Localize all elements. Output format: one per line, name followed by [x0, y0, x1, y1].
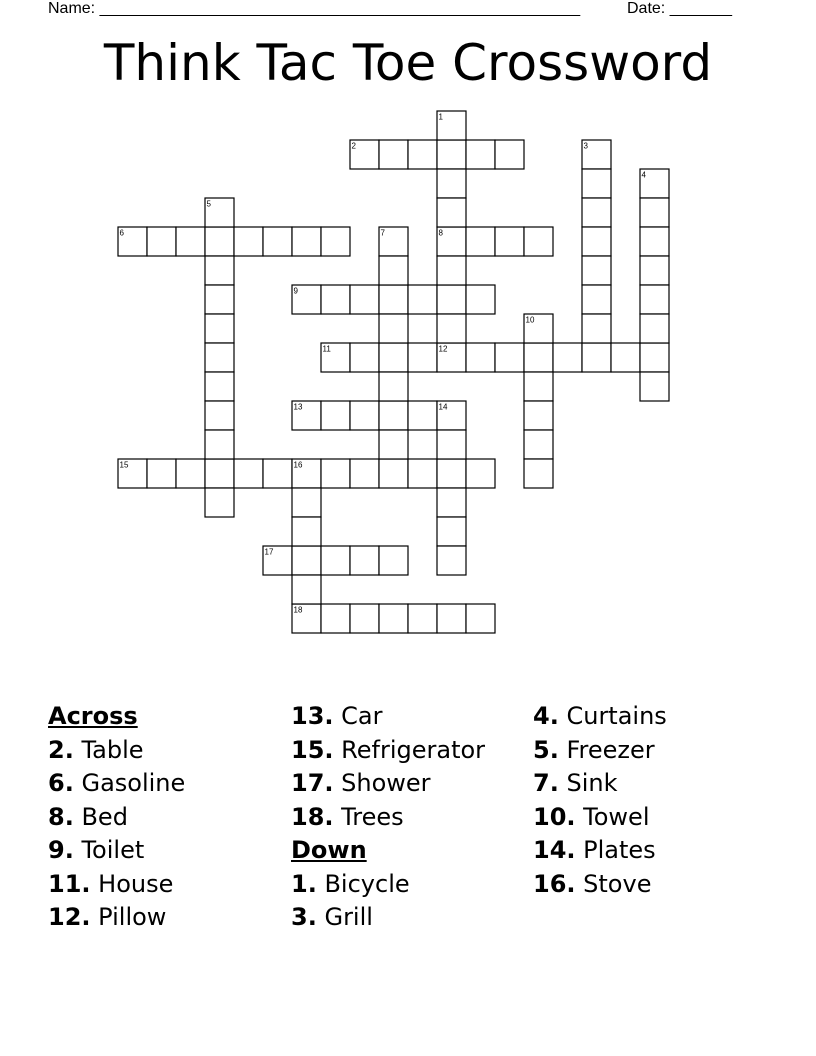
clue-number-label: 7 — [380, 228, 385, 238]
crossword-cell[interactable] — [466, 343, 495, 372]
clue-down-10 — [533, 801, 667, 835]
clue-number: 14. — [533, 836, 576, 864]
crossword-cell[interactable] — [321, 604, 350, 633]
clue-number-label: 17 — [264, 547, 274, 557]
crossword-cell[interactable] — [147, 227, 176, 256]
crossword-cell[interactable] — [379, 401, 408, 430]
crossword-cell[interactable] — [611, 343, 640, 372]
clue-down-4 — [533, 700, 667, 734]
crossword-cell[interactable] — [640, 198, 669, 227]
crossword-cell[interactable] — [321, 546, 350, 575]
clue-number-label: 18 — [293, 605, 303, 615]
crossword-cell[interactable] — [582, 198, 611, 227]
clue-across-13 — [291, 700, 485, 734]
clue-across-15 — [291, 734, 485, 768]
crossword-cell[interactable] — [437, 459, 466, 488]
crossword-cell[interactable] — [582, 314, 611, 343]
crossword-cell[interactable] — [350, 546, 379, 575]
clue-number-label: 9 — [293, 286, 298, 296]
clue-text: Gasoline — [81, 769, 186, 797]
date-field-label: Date: _______ — [627, 0, 732, 17]
crossword-cell[interactable] — [408, 343, 437, 372]
clue-text: Curtains — [566, 702, 667, 730]
crossword-cell[interactable] — [495, 227, 524, 256]
crossword-cell[interactable] — [437, 169, 466, 198]
crossword-cell[interactable] — [263, 459, 292, 488]
crossword-cell[interactable] — [379, 546, 408, 575]
page-title: Think Tac Toe Crossword — [103, 34, 713, 92]
clue-number-label: 15 — [119, 460, 129, 470]
clue-across-9 — [48, 834, 185, 868]
clue-number: 1. — [291, 869, 317, 898]
clue-number-label: 4 — [641, 170, 646, 180]
crossword-cell[interactable] — [495, 343, 524, 372]
crossword-cell[interactable] — [205, 256, 234, 285]
clue-number: 4. — [533, 702, 559, 730]
crossword-cell[interactable] — [553, 343, 582, 372]
crossword-cell[interactable] — [292, 227, 321, 256]
crossword-cell[interactable] — [176, 227, 205, 256]
crossword-cell[interactable] — [379, 314, 408, 343]
crossword-cell[interactable] — [292, 575, 321, 604]
clues-column-3 — [533, 700, 667, 901]
crossword-cell[interactable] — [466, 604, 495, 633]
clue-number: 13. — [291, 702, 334, 730]
crossword-cell[interactable] — [437, 546, 466, 575]
crossword-cell[interactable] — [466, 459, 495, 488]
crossword-cell[interactable] — [524, 401, 553, 430]
clue-text: Sink — [566, 769, 618, 797]
crossword-cell[interactable] — [321, 285, 350, 314]
clue-across-6 — [48, 767, 185, 801]
clue-across-17 — [291, 767, 485, 801]
clue-number-label: 1 — [438, 112, 443, 122]
clue-number-label: 13 — [293, 402, 303, 412]
crossword-cell[interactable] — [495, 140, 524, 169]
clue-text: Car — [341, 702, 383, 730]
crossword-cell[interactable] — [147, 459, 176, 488]
clues-column-1 — [48, 700, 185, 935]
clue-number-label: 14 — [438, 402, 448, 412]
crossword-cell[interactable] — [582, 343, 611, 372]
crossword-cell[interactable] — [466, 285, 495, 314]
clue-down-14 — [533, 834, 667, 868]
clue-number: 17. — [291, 769, 334, 797]
crossword-cell[interactable] — [379, 459, 408, 488]
down-heading: Down — [291, 836, 367, 864]
crossword-cell[interactable] — [292, 488, 321, 517]
clue-number: 10. — [533, 802, 576, 831]
crossword-cell[interactable] — [350, 343, 379, 372]
crossword-cell[interactable] — [640, 285, 669, 314]
clue-text: House — [98, 869, 174, 898]
clue-number: 11. — [48, 869, 91, 898]
crossword-cell[interactable] — [437, 517, 466, 546]
clue-across-12 — [48, 901, 185, 935]
across-heading: Across — [48, 702, 138, 730]
crossword-cell[interactable] — [379, 343, 408, 372]
crossword-cell[interactable] — [524, 430, 553, 459]
crossword-cell[interactable] — [524, 372, 553, 401]
clue-across-11 — [48, 868, 185, 902]
crossword-cell[interactable] — [437, 285, 466, 314]
clue-number-label: 12 — [438, 344, 448, 354]
crossword-cell[interactable] — [408, 285, 437, 314]
clue-across-18 — [291, 801, 485, 835]
clue-text: Shower — [341, 769, 431, 797]
clue-text: Stove — [583, 869, 652, 898]
crossword-cell[interactable] — [292, 546, 321, 575]
crossword-cell[interactable] — [379, 140, 408, 169]
clue-text: Pillow — [98, 903, 167, 931]
clue-number: 12. — [48, 903, 91, 931]
crossword-cell[interactable] — [350, 604, 379, 633]
clue-number: 2. — [48, 735, 74, 764]
crossword-cell[interactable] — [321, 227, 350, 256]
clue-text: Towel — [583, 802, 650, 831]
crossword-cell[interactable] — [640, 256, 669, 285]
crossword-cell[interactable] — [263, 227, 292, 256]
crossword-cell[interactable] — [350, 459, 379, 488]
clue-text: Freezer — [566, 735, 655, 764]
clue-text: Refrigerator — [341, 735, 486, 764]
crossword-cell[interactable] — [379, 604, 408, 633]
clue-down-1 — [291, 868, 485, 902]
crossword-cell[interactable] — [205, 227, 234, 256]
crossword-cell[interactable] — [234, 227, 263, 256]
crossword-cell[interactable] — [321, 459, 350, 488]
clue-text: Bed — [81, 802, 128, 831]
clue-text: Plates — [583, 836, 656, 864]
crossword-cell[interactable] — [524, 227, 553, 256]
clue-down-5 — [533, 734, 667, 768]
crossword-cell[interactable] — [437, 198, 466, 227]
crossword-cell[interactable] — [437, 604, 466, 633]
crossword-cell[interactable] — [205, 459, 234, 488]
clue-number-label: 11 — [322, 344, 331, 354]
crossword-cell[interactable] — [205, 314, 234, 343]
clue-across-8 — [48, 801, 185, 835]
crossword-cell[interactable] — [205, 343, 234, 372]
clue-number: 6. — [48, 769, 74, 797]
crossword-cell[interactable] — [640, 343, 669, 372]
crossword-cell[interactable] — [321, 401, 350, 430]
crossword-cell[interactable] — [350, 401, 379, 430]
crossword-cell[interactable] — [379, 372, 408, 401]
clue-number-label: 2 — [351, 141, 356, 151]
crossword-cell[interactable] — [582, 256, 611, 285]
crossword-cell[interactable] — [350, 285, 379, 314]
name-field-label: Name: ______________________________________________________ — [48, 0, 581, 17]
crossword-cell[interactable] — [466, 227, 495, 256]
clue-down-3 — [291, 901, 485, 935]
crossword-cell[interactable] — [582, 169, 611, 198]
crossword-cell[interactable] — [524, 343, 553, 372]
crossword-cell[interactable] — [205, 372, 234, 401]
crossword-cell[interactable] — [582, 227, 611, 256]
clue-text: Trees — [341, 802, 404, 831]
crossword-cell[interactable] — [292, 517, 321, 546]
clue-number: 16. — [533, 869, 576, 898]
clue-number-label: 8 — [438, 228, 443, 238]
crossword-cell[interactable] — [205, 430, 234, 459]
clue-down-16 — [533, 868, 667, 902]
crossword-cell[interactable] — [437, 430, 466, 459]
crossword-cell[interactable] — [524, 459, 553, 488]
clue-number: 9. — [48, 836, 74, 864]
crossword-cell[interactable] — [379, 256, 408, 285]
crossword-cell[interactable] — [437, 314, 466, 343]
clue-number: 5. — [533, 735, 559, 764]
clue-text: Table — [81, 735, 144, 764]
crossword-cell[interactable] — [205, 401, 234, 430]
clue-across-2 — [48, 734, 185, 768]
clue-text: Grill — [324, 903, 373, 931]
clue-down-7 — [533, 767, 667, 801]
clue-number: 18. — [291, 802, 334, 831]
clue-number-label: 16 — [293, 460, 303, 470]
clue-number-label: 5 — [206, 199, 211, 209]
crossword-cell[interactable] — [176, 459, 205, 488]
crossword-cell[interactable] — [582, 285, 611, 314]
clue-number: 15. — [291, 735, 334, 764]
clue-number: 8. — [48, 802, 74, 831]
crossword-cell[interactable] — [408, 401, 437, 430]
crossword-cell[interactable] — [205, 285, 234, 314]
crossword-cell[interactable] — [379, 285, 408, 314]
crossword-cell[interactable] — [234, 459, 263, 488]
crossword-cell[interactable] — [437, 488, 466, 517]
crossword-cell[interactable] — [379, 430, 408, 459]
clue-number-label: 10 — [525, 315, 535, 325]
crossword-cell[interactable] — [408, 459, 437, 488]
crossword-cell[interactable] — [205, 488, 234, 517]
clue-number-label: 3 — [583, 141, 588, 151]
crossword-cell[interactable] — [408, 604, 437, 633]
crossword-cell[interactable] — [437, 256, 466, 285]
crossword-cell[interactable] — [408, 140, 437, 169]
clue-number: 3. — [291, 903, 317, 931]
clue-text: Toilet — [81, 836, 145, 864]
crossword-cell[interactable] — [640, 227, 669, 256]
clue-number: 7. — [533, 769, 559, 797]
crossword-cell[interactable] — [640, 314, 669, 343]
clues-column-2 — [291, 700, 485, 935]
crossword-cell[interactable] — [466, 140, 495, 169]
clue-text: Bicycle — [324, 869, 410, 898]
clue-number-label: 6 — [119, 228, 124, 238]
crossword-cell[interactable] — [640, 372, 669, 401]
crossword-cell[interactable] — [437, 140, 466, 169]
